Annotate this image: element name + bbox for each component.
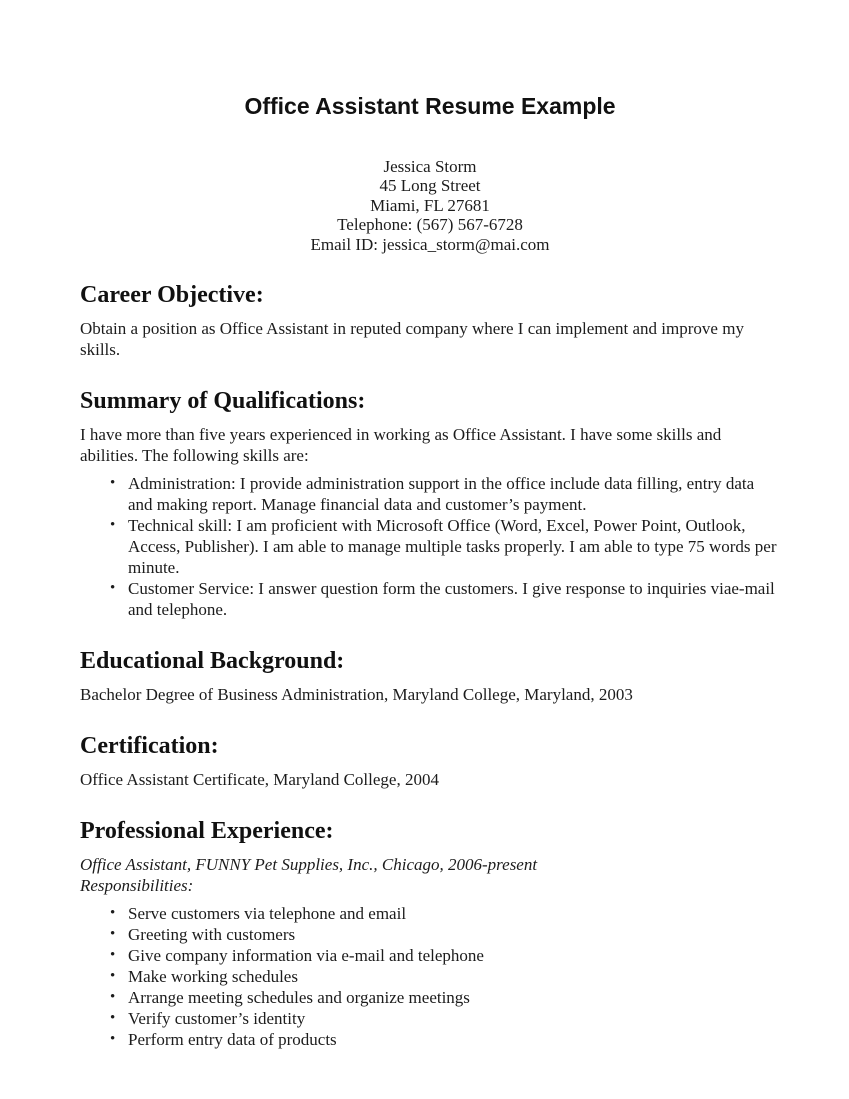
responsibility-item: • Serve customers via telephone and email	[128, 903, 780, 924]
responsibility-item: • Make working schedules	[128, 966, 780, 987]
contact-name: Jessica Storm	[383, 157, 477, 176]
qualification-item: • Technical skill: I am proficient with Microsoft Office (Word, Excel, Power Point, Outlook, Access, Publisher). I am able to manage multiple tasks properly. I am able to type 75 words per minute.	[128, 515, 780, 578]
contact-block	[80, 157, 780, 254]
certification-heading: Certification:	[80, 733, 219, 760]
responsibility-item: • Perform entry data of products	[128, 1029, 780, 1050]
experience-role-block	[80, 854, 780, 896]
experience-role-line: Office Assistant, FUNNY Pet Supplies, Inc., Chicago, 2006-present	[80, 855, 538, 875]
section-summary-of-qualifications	[80, 388, 780, 620]
document-title: Office Assistant Resume Example	[244, 93, 616, 119]
section-career-objective	[80, 282, 780, 360]
responsibility-item: • Arrange meeting schedules and organize meetings	[128, 987, 780, 1008]
responsibility-item: • Greeting with customers	[128, 924, 780, 945]
responsibilities-list	[80, 903, 780, 1050]
qualification-item: • Customer Service: I answer question form the customers. I give response to inquiries viae-mail and telephone.	[128, 578, 780, 620]
career-objective-text: Obtain a position as Office Assistant in reputed company where I can implement and improve my skills.	[80, 319, 744, 360]
responsibility-item: • Give company information via e-mail and telephone	[128, 945, 780, 966]
experience-heading: Professional Experience:	[80, 818, 334, 845]
responsibility-item: • Verify customer’s identity	[128, 1008, 780, 1029]
contact-street: 45 Long Street	[379, 176, 481, 196]
section-professional-experience	[80, 818, 780, 1050]
experience-responsibilities-label: Responsibilities:	[80, 876, 194, 896]
summary-intro-text: I have more than five years experienced in working as Office Assistant. I have some skills and abilities. The following skills are:	[80, 425, 722, 466]
career-objective-heading: Career Objective:	[80, 282, 264, 309]
qualification-item: • Administration: I provide administration support in the office include data filling, entry data and making report. Manage financial data and customer’s payment.	[128, 473, 780, 515]
section-certification	[80, 733, 780, 790]
education-heading: Educational Background:	[80, 648, 345, 675]
contact-city: Miami, FL 27681	[370, 195, 490, 215]
qualifications-list	[80, 473, 780, 620]
education-text: Bachelor Degree of Business Administration, Maryland College, Maryland, 2003	[80, 685, 633, 705]
summary-heading: Summary of Qualifications:	[80, 388, 366, 415]
contact-email: Email ID: jessica_storm@mai.com	[310, 234, 550, 254]
section-educational-background	[80, 648, 780, 705]
certification-text: Office Assistant Certificate, Maryland College, 2004	[80, 770, 439, 790]
contact-telephone: Telephone: (567) 567-6728	[337, 215, 523, 235]
